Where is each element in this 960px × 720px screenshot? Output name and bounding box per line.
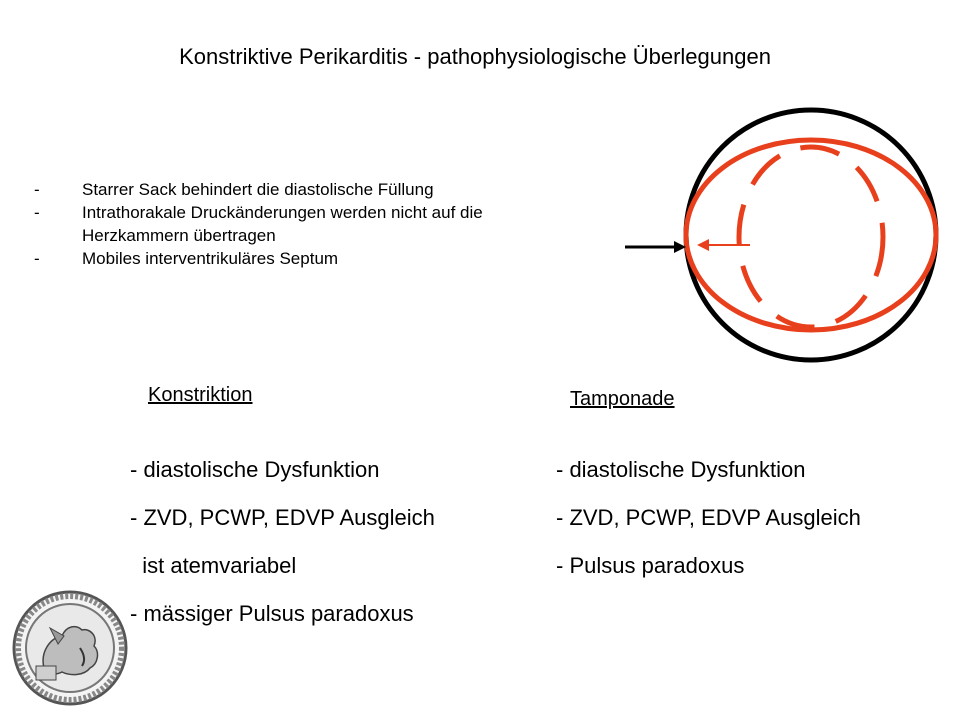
bullet-text: Intrathorakale Druckänderungen werden nicht auf die Herzkammern übertragen <box>82 203 483 245</box>
tamponade-list <box>556 446 861 590</box>
bullet-marker: - <box>34 180 40 199</box>
pericardium-diagram <box>620 105 950 365</box>
list-item: - ZVD, PCWP, EDVP Ausgleich <box>556 505 861 530</box>
bullet-text: Starrer Sack behindert die diastolische Füllung <box>82 180 434 199</box>
bullet-item <box>34 201 594 247</box>
list-item: - diastolische Dysfunktion <box>130 457 380 482</box>
slide-title: Konstriktive Perikarditis - pathophysiologische Überlegungen <box>179 44 771 69</box>
bullet-marker: - <box>34 203 40 222</box>
bullet-text: Mobiles interventrikuläres Septum <box>82 249 339 268</box>
bullet-list <box>34 178 594 270</box>
tamponade-heading: Tamponade <box>570 388 675 410</box>
bullet-item <box>34 178 594 201</box>
list-item: - ZVD, PCWP, EDVP Ausgleich <box>130 505 435 530</box>
university-seal-icon <box>10 588 130 708</box>
konstriktion-heading: Konstriktion <box>148 384 253 406</box>
list-item: - diastolische Dysfunktion <box>556 457 806 482</box>
bullet-marker: - <box>34 249 40 268</box>
bullet-item <box>34 247 594 270</box>
heart-dashed-ellipse <box>739 147 883 327</box>
list-item: - mässiger Pulsus paradoxus <box>130 601 414 626</box>
septum-arrow-icon <box>697 239 750 251</box>
list-item: ist atemvariabel <box>130 553 297 578</box>
list-item: - Pulsus paradoxus <box>556 553 745 578</box>
heart-ellipse <box>686 140 936 330</box>
konstriktion-list <box>130 446 435 638</box>
external-arrow-icon <box>625 241 686 253</box>
